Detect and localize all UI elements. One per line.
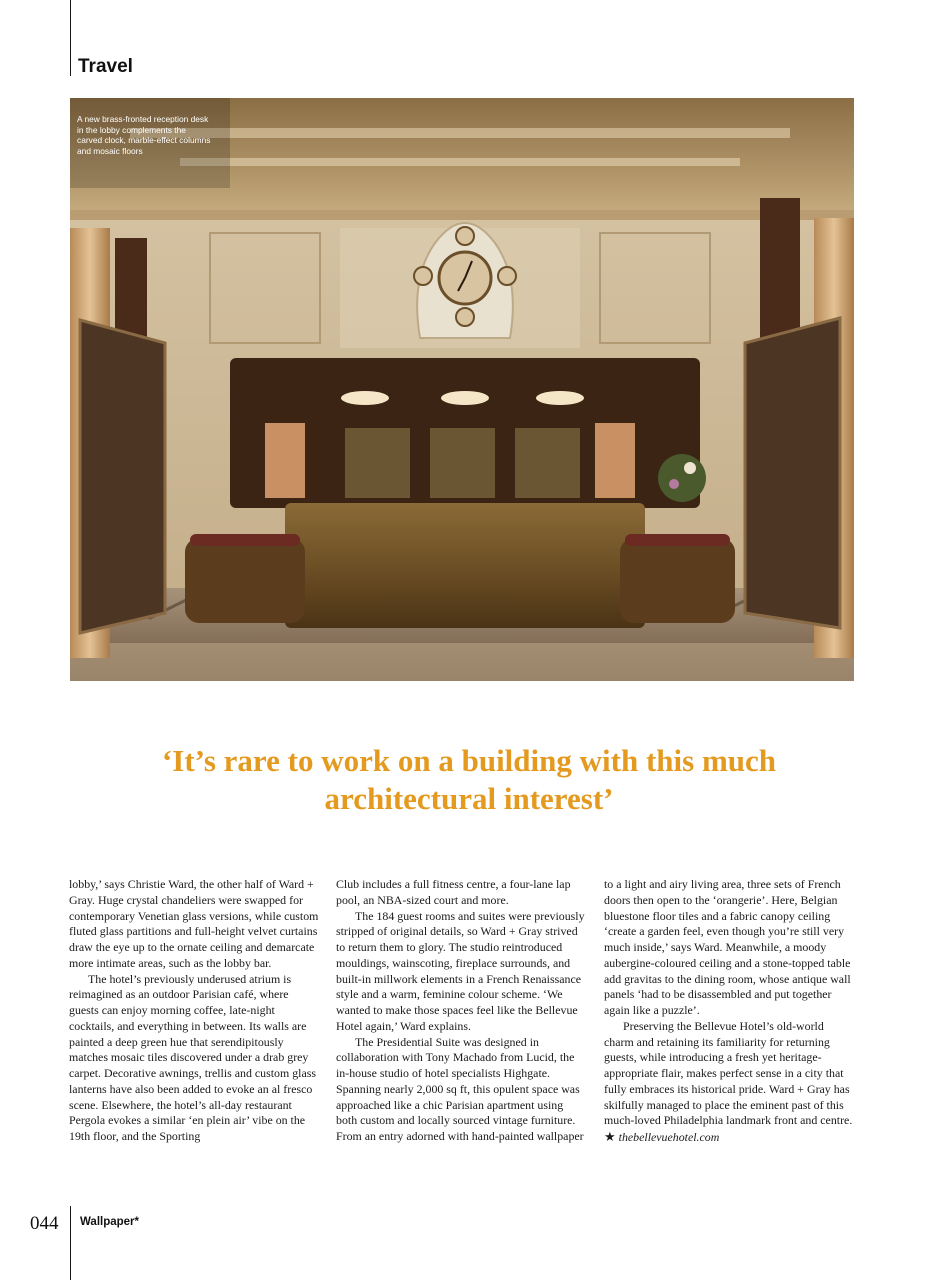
magazine-brand: Wallpaper* bbox=[80, 1216, 140, 1228]
lobby-illustration bbox=[70, 98, 854, 681]
paragraph: The Presidential Suite was designed in collaboration with Tony Machado from Lucid, the in-house studio of hotel specialists Highgate. Spanning nearly 2,000 sq ft, this opulent space was approached like a chic Parisian apartment using both custom and locally sourced vintage furniture. From an entry adorned with hand-painted wallpaper bbox=[336, 1034, 584, 1143]
article-column-1 bbox=[69, 877, 319, 1145]
pull-quote: ‘It’s rare to work on a building with this much architectural interest’ bbox=[161, 743, 777, 816]
article-column-3 bbox=[604, 877, 854, 1146]
paragraph: to a light and airy living area, three sets of French doors then open to the ‘orangerie’. Here, Belgian bluestone floor tiles and a fabric canopy ceiling ‘create a garden feel, even though you’re still very much inside,’ says Ward. Meanwhile, a moody aubergine-coloured ceiling and a stone-topped table add gravitas to the dining room, whose antique wall panels ‘had to be disassembled and put together again like a puzzle’. bbox=[604, 877, 851, 1017]
lobby-photo bbox=[70, 98, 854, 681]
paragraph: lobby,’ says Christie Ward, the other half of Ward + Gray. Huge crystal chandeliers were swapped for contemporary Venetian glass versions, while custom fluted glass partitions and full-height velvet curtains draw the eye up to the ornate ceiling and demarcate more intimate areas, such as the lobby bar. bbox=[69, 877, 319, 970]
article-column-2 bbox=[336, 877, 586, 1145]
top-rule bbox=[70, 0, 71, 76]
hotel-website-link[interactable]: thebellevuehotel.com bbox=[618, 1130, 720, 1144]
photo-caption: A new brass-fronted reception desk in the lobby complements the carved clock, marble-effect columns and mosaic floors bbox=[77, 114, 211, 156]
page-number: 044 bbox=[30, 1213, 59, 1234]
paragraph-text: Preserving the Bellevue Hotel’s old-world charm and retaining its familiarity for returning guests, while introducing a fresh yet heritage-appropriate flair, makes perfect sense in a city that fully embraces its historical pride. Ward + Gray has skilfully managed to place the eminent past of this much-loved Philadelphia landmark front and centre. bbox=[604, 1018, 853, 1128]
paragraph: Club includes a full fitness centre, a four-lane lap pool, an NBA-sized court and more. bbox=[336, 877, 571, 907]
paragraph: The 184 guest rooms and suites were previously stripped of original details, so Ward + Gray strived to return them to glory. The studio reintroduced mouldings, wainscoting, fireplace surrounds, and built-in millwork elements in a French Renaissance style and a warm, feminine colour scheme. ‘We wanted to make those spaces feel like the Bellevue Hotel again,’ Ward explains. bbox=[336, 908, 585, 1033]
section-label: Travel bbox=[78, 56, 133, 77]
end-mark-icon: ★ bbox=[604, 1129, 616, 1144]
paragraph bbox=[604, 1019, 854, 1146]
footer-rule bbox=[70, 1206, 71, 1280]
paragraph: The hotel’s previously underused atrium is reimagined as an outdoor Parisian café, where guests can enjoy morning coffee, late-night cocktails, and everything in between. Its walls are painted a deep green hue that serendipitously matches mosaic tiles discovered under a drab grey carpet. Decorative awnings, trellis and custom glass lanterns have also been added to evoke an al fresco scene. Elsewhere, the hotel’s all-day restaurant Pergola evokes a similar ‘en plein air’ vibe on the 19th floor, and the Sporting bbox=[69, 971, 316, 1143]
